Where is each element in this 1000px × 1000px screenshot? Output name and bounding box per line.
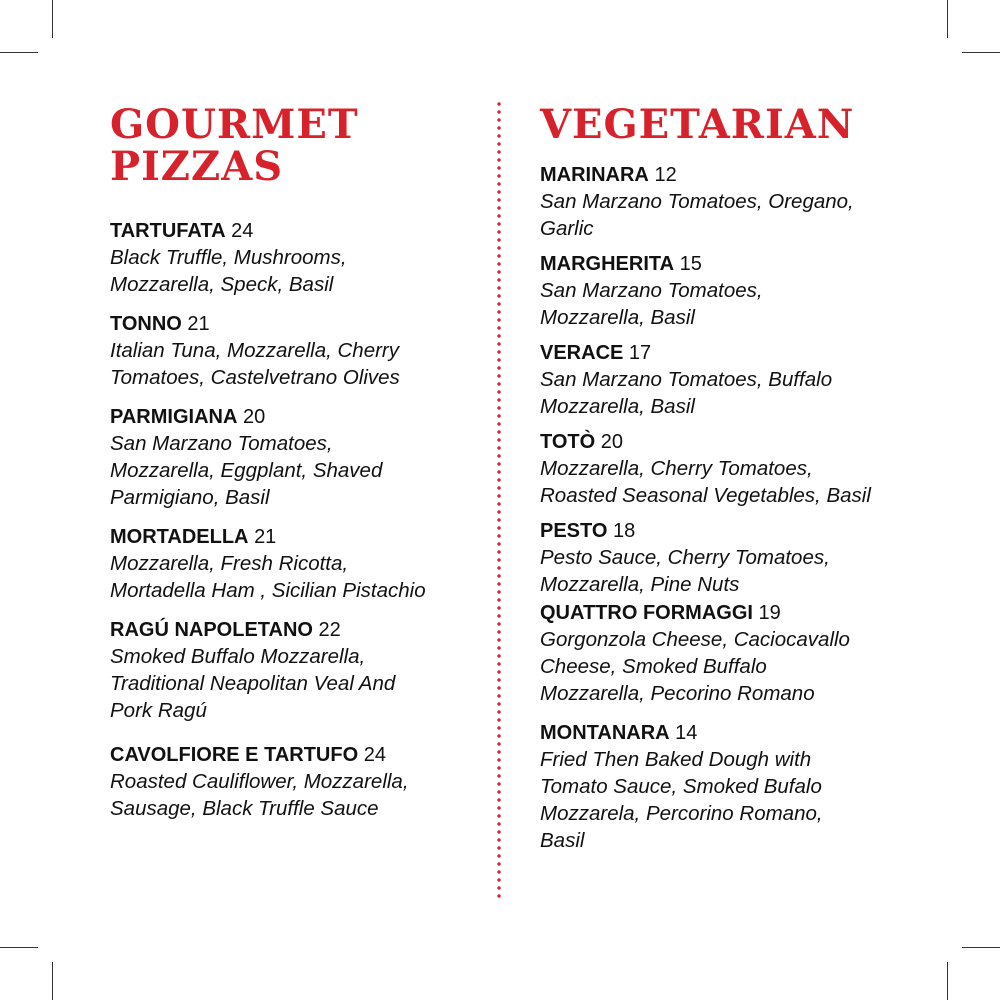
- menu-item-description-line: San Marzano Tomatoes,: [540, 279, 763, 302]
- section-title-line: GOURMET: [110, 101, 359, 148]
- menu-item-name: TONNO: [110, 313, 182, 335]
- vegetarian-column: [540, 101, 940, 863]
- menu-item-description-line: Black Truffle, Mushrooms,: [110, 246, 347, 269]
- crop-mark-bottom-left-horizontal: [0, 947, 38, 948]
- menu-item-name: QUATTRO FORMAGGI: [540, 602, 753, 624]
- menu-item-price: 24: [231, 220, 254, 242]
- menu-item-name: MORTADELLA: [110, 526, 249, 548]
- menu-item-description-line: Mozzarella, Eggplant, Shaved: [110, 459, 383, 482]
- menu-item-header: [110, 404, 480, 430]
- menu-item: [540, 720, 940, 854]
- menu-item-price: 22: [318, 619, 341, 641]
- menu-item-price: 20: [242, 406, 266, 428]
- crop-mark-top-left-vertical: [52, 0, 53, 38]
- menu-item-description-line: Mozzarela, Percorino Romano,: [540, 802, 823, 825]
- menu-item-description-line: Garlic: [540, 217, 594, 240]
- menu-item-price: 20: [600, 431, 623, 453]
- menu-item-price: 24: [363, 744, 386, 766]
- vegetarian-list: [540, 162, 940, 854]
- crop-mark-bottom-right-vertical: [947, 962, 948, 1000]
- menu-item-description-line: Mozzarella, Pine Nuts: [540, 573, 740, 596]
- menu-item: [540, 600, 940, 707]
- menu-item-description-line: Italian Tuna, Mozzarella, Cherry: [110, 339, 400, 362]
- gourmet-pizzas-heading: [110, 101, 480, 190]
- menu-item-description-line: Mozzarella, Pecorino Romano: [540, 682, 815, 705]
- crop-mark-bottom-left-vertical: [52, 962, 53, 1000]
- menu-item-description-line: Mozzarella, Basil: [540, 306, 695, 329]
- menu-item-name: MONTANARA: [540, 722, 670, 744]
- menu-item: [540, 518, 940, 598]
- menu-item-name: RAGÚ NAPOLETANO: [110, 619, 313, 641]
- menu-item: [110, 404, 480, 511]
- menu-item-description-line: Tomatoes, Castelvetrano Olives: [110, 366, 400, 389]
- menu-item-header: [110, 311, 480, 337]
- menu-item: [540, 429, 940, 509]
- menu-item-description-line: Roasted Seasonal Vegetables, Basil: [540, 484, 871, 507]
- menu-item-description-line: Roasted Cauliflower, Mozzarella,: [110, 770, 409, 793]
- menu-item-name: TARTUFATA: [110, 220, 226, 242]
- menu-item-name: MARGHERITA: [540, 253, 675, 275]
- menu-item-description-line: Mortadella Ham , Sicilian Pistachio: [110, 579, 426, 602]
- menu-item: [110, 742, 480, 822]
- menu-item-header: [110, 742, 480, 768]
- vegetarian-heading: [540, 101, 940, 148]
- menu-item-name: TOTÒ: [540, 431, 596, 453]
- menu-item-description-line: Sausage, Black Truffle Sauce: [110, 797, 379, 820]
- menu-item-description-line: Parmigiano, Basil: [110, 486, 270, 509]
- menu-item-price: 18: [613, 520, 636, 542]
- menu-item-description-line: San Marzano Tomatoes, Oregano,: [540, 190, 854, 213]
- menu-item: [110, 311, 480, 391]
- menu-item-header: [540, 340, 940, 366]
- gourmet-pizzas-column: [110, 101, 480, 835]
- menu-item-description-line: Mozzarella, Basil: [540, 395, 695, 418]
- menu-item: [110, 524, 480, 604]
- menu-item-description-line: San Marzano Tomatoes,: [110, 432, 333, 455]
- menu-item-description-line: Smoked Buffalo Mozzarella,: [110, 645, 366, 668]
- menu-item-header: [540, 518, 940, 544]
- menu-item-header: [540, 600, 940, 626]
- menu-item-price: 21: [187, 313, 210, 335]
- menu-item-header: [110, 617, 480, 643]
- menu-item: [540, 162, 940, 242]
- menu-item-header: [540, 162, 940, 188]
- menu-item-header: [540, 251, 940, 277]
- menu-item: [540, 251, 940, 331]
- crop-mark-top-right-vertical: [947, 0, 948, 38]
- menu-item-header: [540, 720, 940, 746]
- section-title-line: VEGETARIAN: [540, 101, 855, 148]
- menu-item-price: 21: [254, 526, 277, 548]
- menu-item-price: 17: [628, 342, 652, 364]
- gourmet-pizzas-list: [110, 218, 480, 822]
- menu-item-description-line: Gorgonzola Cheese, Caciocavallo: [540, 628, 850, 651]
- crop-mark-bottom-right-horizontal: [962, 947, 1000, 948]
- menu-item-name: PESTO: [540, 520, 608, 542]
- menu-item-description-line: Mozzarella, Speck, Basil: [110, 273, 334, 296]
- menu-item-description-line: Mozzarella, Fresh Ricotta,: [110, 552, 349, 575]
- crop-mark-top-right-horizontal: [962, 52, 1000, 53]
- menu-item-name: PARMIGIANA: [110, 406, 238, 428]
- menu-item-description-line: San Marzano Tomatoes, Buffalo: [540, 368, 833, 391]
- menu-item-header: [540, 429, 940, 455]
- menu-item: [110, 218, 480, 298]
- menu-item: [540, 340, 940, 420]
- menu-item-description-line: Pesto Sauce, Cherry Tomatoes,: [540, 546, 830, 569]
- crop-mark-top-left-horizontal: [0, 52, 38, 53]
- menu-item-price: 14: [675, 722, 698, 744]
- menu-item-description-line: Traditional Neapolitan Veal And: [110, 672, 396, 695]
- menu-item-description-line: Tomato Sauce, Smoked Bufalo: [540, 775, 822, 798]
- section-title-line: PIZZAS: [110, 143, 284, 190]
- menu-item-description-line: Mozzarella, Cherry Tomatoes,: [540, 457, 813, 480]
- menu-item-price: 12: [654, 164, 677, 186]
- menu-item-description-line: Cheese, Smoked Buffalo: [540, 655, 767, 678]
- menu-item-name: CAVOLFIORE E TARTUFO: [110, 744, 359, 766]
- menu-item-description-line: Basil: [540, 829, 585, 852]
- menu-item-description-line: Pork Ragú: [110, 699, 207, 722]
- menu-item-name: MARINARA: [540, 164, 649, 186]
- menu-item-description-line: Fried Then Baked Dough with: [540, 748, 812, 771]
- dotted-column-divider: [497, 100, 501, 900]
- menu-item-name: VERACE: [540, 342, 624, 364]
- menu-item: [110, 617, 480, 724]
- menu-item-price: 15: [679, 253, 702, 275]
- menu-item-price: 19: [758, 602, 781, 624]
- menu-item-header: [110, 524, 480, 550]
- menu-item-header: [110, 218, 480, 244]
